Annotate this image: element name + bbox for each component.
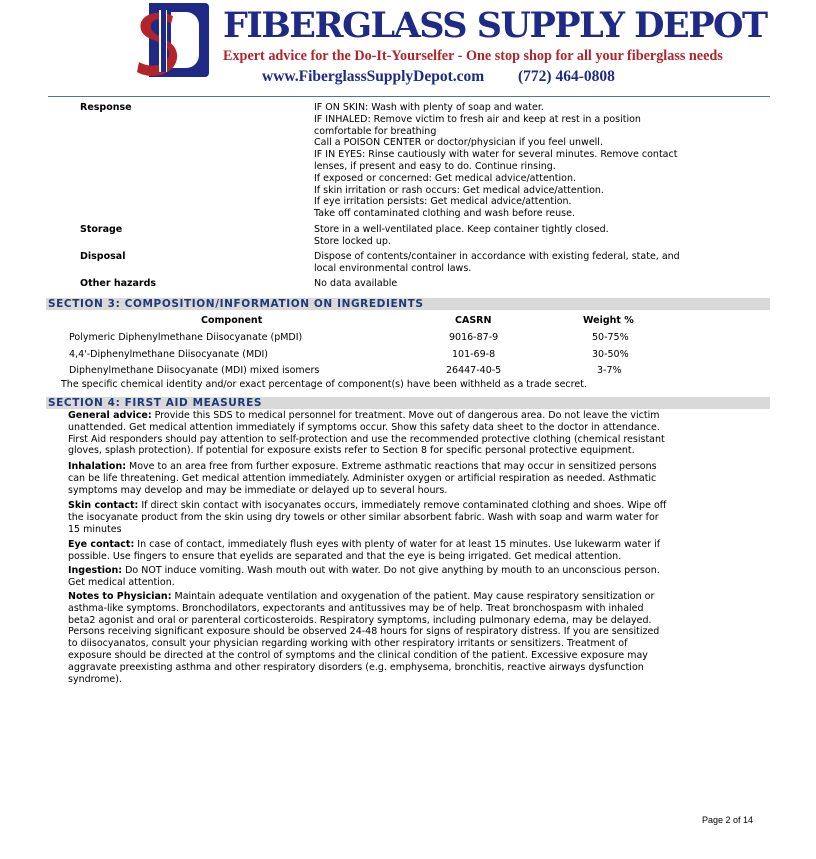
website-link[interactable]: www.FiberglassSupplyDepot.com: [262, 68, 485, 85]
disposal-line: local environmental control laws.: [314, 262, 472, 274]
physician-line: Persons receiving significant exposure should be observed 24-48 hours for signs of respiratory distress. If you are sensitized: [68, 626, 660, 638]
storage-line: Store in a well-ventilated place. Keep container tightly closed.: [314, 224, 609, 235]
other-hazards-label: Other hazards: [80, 278, 157, 289]
ingestion-label: Ingestion:: [68, 565, 123, 576]
inhalation: [68, 461, 760, 496]
table-row-weight: 30-50%: [592, 349, 629, 360]
inhalation-line: can be life threatening. Get medical attention immediately. Administer oxygen or artificial respiration as needed. Asthmatic: [68, 472, 657, 484]
physician-line: asthma-like symptoms. Bronchodilators, expectorants and antitussives may be of help. Treat bronchospasm with inhaled: [68, 602, 644, 614]
table-row-component: Diphenylmethane Diisocyanate (MDI) mixed isomers: [69, 365, 320, 376]
brand-tagline: Expert advice for the Do-It-Yourselfer - One stop shop for all your fiberglass needs: [223, 48, 723, 64]
disposal-line: Dispose of contents/container in accordance with existing federal, state, and: [314, 251, 680, 262]
table-row-weight: 3-7%: [597, 365, 622, 376]
response-line: comfortable for breathing: [314, 125, 437, 137]
general-advice-line: gloves, splash protection). If potential for exposure exists refer to Section 8 for specific personal protective equipment.: [68, 445, 635, 457]
skin-contact-line: 15 minutes: [68, 523, 122, 535]
general-advice-line: First Aid responders should pay attention to self-protection and use the recommended protective clothing (chemical resistant: [68, 433, 665, 445]
ingestion: [68, 565, 760, 589]
physician-line: to diisocyanatos, consult your physician regarding working with other respiratory irritants or sensitizers. Treatment of: [68, 638, 628, 650]
section3-title: SECTION 3: COMPOSITION/INFORMATION ON INGREDIENTS: [48, 298, 424, 310]
ingestion-line: Do NOT induce vomiting. Wash mouth out with water. Do not give anything by mouth to an unconscious person.: [122, 565, 660, 576]
response-line: Call a POISON CENTER or doctor/physician if you feel unwell.: [314, 137, 603, 149]
notes-to-physician: [68, 591, 760, 685]
physician-line: aggravate preexisting asthma and other respiratory disorders (e.g. emphysema, bronchitis, reactive airways dysfunction: [68, 661, 644, 673]
phone-number: (772) 464-0808: [518, 68, 615, 85]
skin-contact: [68, 500, 760, 535]
general-advice: [68, 410, 760, 457]
table-row-casrn: 26447-40-5: [446, 365, 502, 376]
physician-line: Maintain adequate ventilation and oxygenation of the patient. May cause respiratory sensitization or: [171, 591, 655, 602]
table-row-component: Polymeric Diphenylmethane Diisocyanate (pMDI): [69, 332, 303, 343]
header-divider: [48, 96, 770, 97]
storage-value: [314, 224, 734, 248]
physician-line: beta2 agonist and oral or parenteral corticosteroids. Respiratory symptoms, including pulmonary edema, may be delayed.: [68, 614, 652, 626]
physician-line: exposure should be directed at the control of symptoms and the clinical condition of the patient. Excessive exposure may: [68, 649, 648, 661]
eye-contact-line: possible. Use fingers to ensure that eyelids are separated and that the eye is being irrigated. Get medical attention.: [68, 550, 622, 562]
table-row-casrn: 9016-87-9: [449, 332, 499, 343]
response-value: [314, 102, 734, 220]
response-line: Take off contaminated clothing and wash before reuse.: [314, 208, 575, 220]
response-line: If exposed or concerned: Get medical advice/attention.: [314, 172, 577, 184]
general-advice-line: Provide this SDS to medical personnel for treatment. Move out of dangerous area. Do not leave the victim: [151, 410, 660, 421]
trade-secret-note: The specific chemical identity and/or exact percentage of component(s) have been withheld as a trade secret.: [61, 379, 587, 390]
page-number: Page 2 of 14: [702, 815, 754, 825]
col-component: Component: [201, 315, 263, 326]
eye-contact: [68, 539, 760, 563]
general-advice-label: General advice:: [68, 410, 152, 421]
physician-line: syndrome).: [68, 673, 122, 685]
response-line: If eye irritation persists: Get medical advice/attention.: [314, 196, 572, 208]
general-advice-line: unattended. Get medical attention immediately if symptoms occur. Show this safety data sheet to the doctor in attendance.: [68, 421, 660, 433]
col-casrn: CASRN: [455, 315, 492, 326]
section4-title: SECTION 4: FIRST AID MEASURES: [48, 397, 263, 409]
response-line: IF IN EYES: Rinse cautiously with water for several minutes. Remove contact: [314, 149, 678, 161]
eye-contact-line: In case of contact, immediately flush eyes with plenty of water for at least 15 minutes. Use lukewarm water if: [134, 539, 661, 550]
storage-line: Store locked up.: [314, 235, 391, 247]
table-row-component: 4,4'-Diphenylmethane Diisocyanate (MDI): [69, 349, 269, 360]
col-weight: Weight %: [583, 315, 634, 326]
response-line: lenses, if present and easy to do. Continue rinsing.: [314, 160, 556, 172]
fsd-logo: [133, 2, 215, 78]
ingestion-line: Get medical attention.: [68, 576, 175, 588]
other-hazards-text: No data available: [314, 278, 398, 289]
other-hazards-value: [314, 278, 734, 290]
inhalation-label: Inhalation:: [68, 461, 127, 472]
skin-contact-label: Skin contact:: [68, 500, 139, 511]
brand-name: FIBERGLASS SUPPLY DEPOT: [223, 5, 767, 46]
skin-contact-line: If direct skin contact with isocyanates occurs, immediately remove contaminated clothing and shoes. Wipe off: [138, 500, 667, 511]
table-row-weight: 50-75%: [592, 332, 629, 343]
response-label: Response: [80, 102, 132, 113]
table-row-casrn: 101-69-8: [452, 349, 496, 360]
inhalation-line: Move to an area free from further exposure. Extreme asthmatic reactions that may occur in sensitized persons: [126, 461, 657, 472]
response-line: If skin irritation or rash occurs: Get medical advice/attention.: [314, 184, 604, 196]
disposal-value: [314, 251, 734, 275]
storage-label: Storage: [80, 224, 123, 235]
skin-contact-line: the isocyanate product from the skin using dry towels or other similar absorbent fabric. Wash with soap and warm water for: [68, 511, 659, 523]
page-header: [0, 0, 816, 97]
notes-to-physician-label: Notes to Physician:: [68, 591, 172, 602]
inhalation-line: symptoms may develop and may be immediate or delayed up to several hours.: [68, 484, 448, 496]
response-line: IF ON SKIN: Wash with plenty of soap and water.: [314, 102, 544, 113]
response-line: IF INHALED: Remove victim to fresh air and keep at rest in a position: [314, 113, 641, 125]
disposal-label: Disposal: [80, 251, 126, 262]
eye-contact-label: Eye contact:: [68, 539, 135, 550]
